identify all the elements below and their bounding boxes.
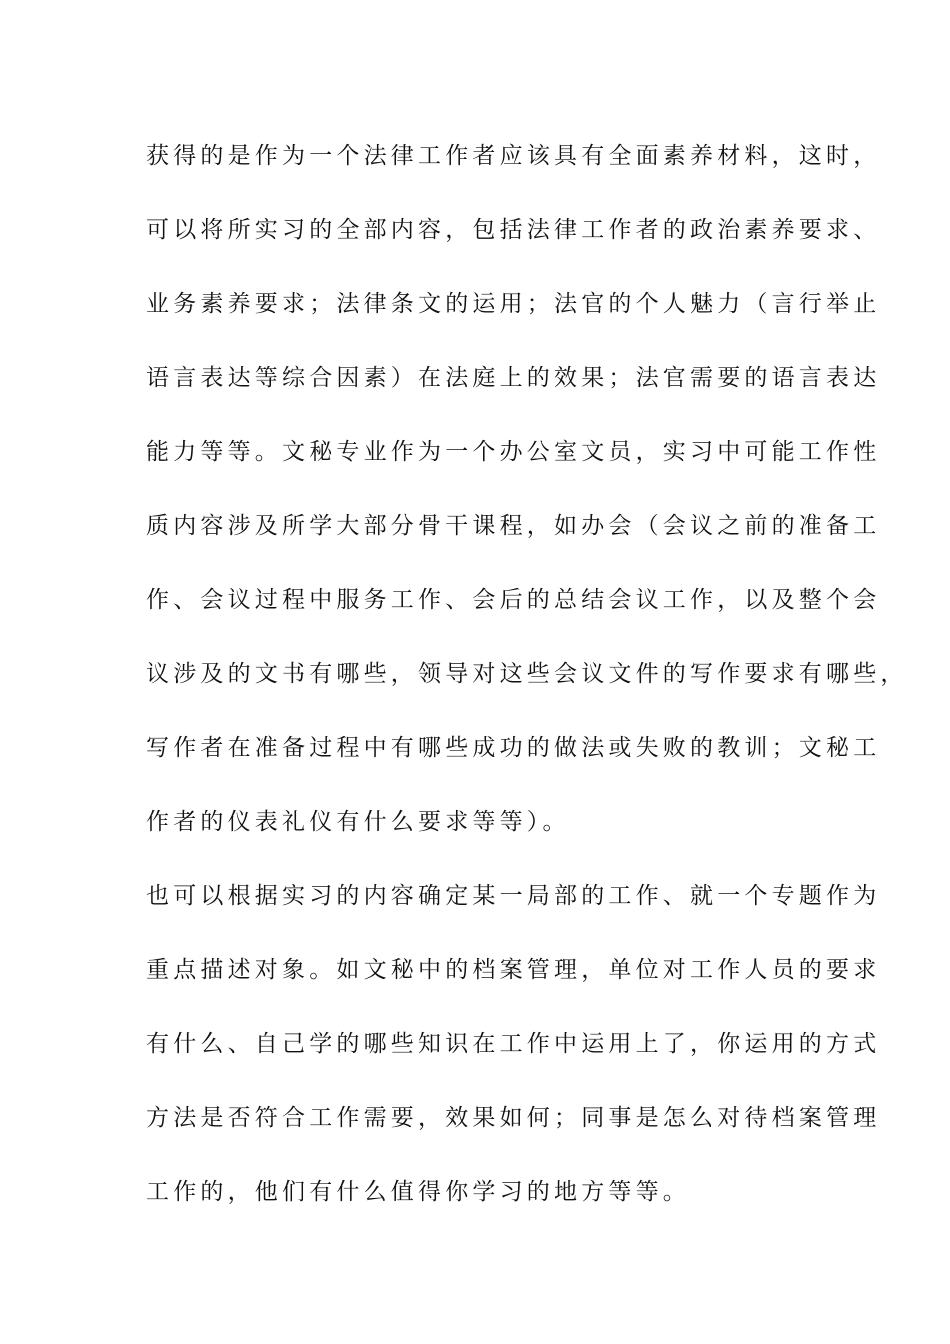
paragraph-line: 作、会议过程中服务工作、会后的总结会议工作，以及整个会 [146, 587, 881, 613]
paragraph-line: 也可以根据实习的内容确定某一局部的工作、就一个专题作为 [146, 883, 881, 909]
paragraph-line: 有什么、自己学的哪些知识在工作中运用上了，你运用的方式 [146, 1031, 881, 1057]
paragraph-line: 业务素养要求；法律条文的运用；法官的个人魅力（言行举止 [146, 291, 881, 317]
paragraph-line: 获得的是作为一个法律工作者应该具有全面素养材料，这时， [146, 143, 881, 169]
paragraph-line: 作者的仪表礼仪有什么要求等等）。 [146, 809, 570, 835]
paragraph-line: 质内容涉及所学大部分骨干课程，如办会（会议之前的准备工 [146, 513, 881, 539]
paragraph-line: 议涉及的文书有哪些，领导对这些会议文件的写作要求有哪些， [146, 661, 908, 687]
paragraph-line: 可以将所实习的全部内容，包括法律工作者的政治素养要求、 [146, 217, 881, 243]
paragraph-line: 方法是否符合工作需要，效果如何；同事是怎么对待档案管理 [146, 1105, 881, 1131]
paragraph-line: 重点描述对象。如文秘中的档案管理，单位对工作人员的要求 [146, 957, 881, 983]
paragraph-line: 语言表达等综合因素）在法庭上的效果；法官需要的语言表达 [146, 365, 881, 391]
paragraph-line: 能力等等。文秘专业作为一个办公室文员，实习中可能工作性 [146, 439, 881, 465]
paragraph-line: 写作者在准备过程中有哪些成功的做法或失败的教训；文秘工 [146, 735, 881, 761]
paragraph-line: 工作的，他们有什么值得你学习的地方等等。 [146, 1179, 690, 1205]
